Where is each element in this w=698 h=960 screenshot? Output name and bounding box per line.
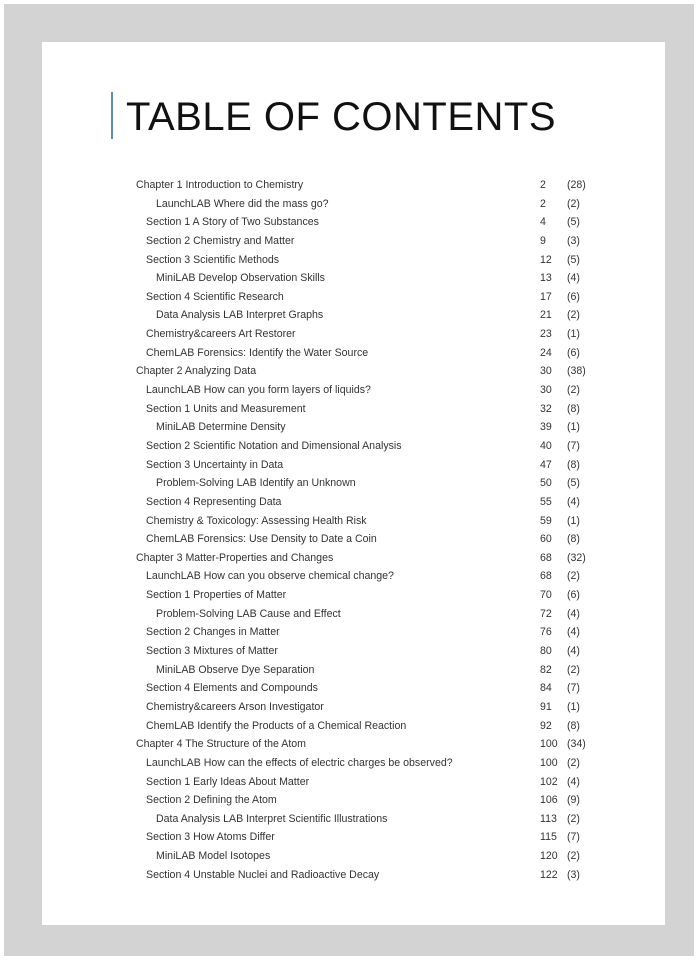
toc-entry-label[interactable]: Section 1 Early Ideas About Matter bbox=[146, 775, 310, 788]
toc-entry-count: (3) bbox=[567, 234, 580, 247]
toc-entry-page: 91 bbox=[540, 700, 552, 713]
toc-entry-count: (5) bbox=[567, 477, 580, 490]
toc-entry-label[interactable]: ChemLAB Forensics: Use Density to Date a Coin bbox=[146, 533, 377, 546]
toc-entry-label[interactable]: Section 3 How Atoms Differ bbox=[146, 831, 275, 844]
toc-entry-label[interactable]: LaunchLAB Where did the mass go? bbox=[156, 197, 329, 210]
toc-entry[interactable] bbox=[42, 493, 665, 512]
toc-entry-count: (1) bbox=[567, 421, 580, 434]
toc-entry-page: 32 bbox=[540, 402, 552, 415]
toc-entry-count: (4) bbox=[567, 626, 580, 639]
toc-entry-page: 4 bbox=[540, 216, 546, 229]
toc-entry-label[interactable]: Section 1 Properties of Matter bbox=[146, 589, 287, 602]
toc-entry-label[interactable]: Section 1 Units and Measurement bbox=[146, 402, 306, 415]
toc-entry-page: 70 bbox=[540, 589, 552, 602]
toc-entry[interactable] bbox=[42, 456, 665, 475]
toc-entry-label[interactable]: Section 4 Unstable Nuclei and Radioactive Decay bbox=[146, 868, 380, 881]
toc-entry-page: 122 bbox=[540, 868, 558, 881]
toc-entry-count: (28) bbox=[567, 179, 586, 191]
toc-entry-page: 39 bbox=[540, 421, 552, 434]
toc-entry-label[interactable]: Section 2 Scientific Notation and Dimensional Analysis bbox=[146, 439, 402, 452]
toc-entry-page: 21 bbox=[540, 309, 552, 322]
toc-entry-label[interactable]: Chemistry&careers Art Restorer bbox=[146, 328, 296, 341]
toc-entry-count: (38) bbox=[567, 365, 586, 378]
toc-entry[interactable] bbox=[42, 623, 665, 642]
toc-entry[interactable] bbox=[42, 828, 665, 847]
toc-entry-label[interactable]: Chemistry & Toxicology: Assessing Health Risk bbox=[146, 514, 367, 527]
toc-entry-label[interactable]: LaunchLAB How can you form layers of liquids? bbox=[146, 384, 371, 397]
toc-entry-page: 2 bbox=[540, 179, 546, 191]
toc-entry-label[interactable]: MiniLAB Model Isotopes bbox=[156, 850, 271, 863]
page-frame bbox=[4, 4, 694, 956]
toc-entry-label[interactable]: Chapter 2 Analyzing Data bbox=[136, 365, 257, 378]
toc-entry-label[interactable]: Section 1 A Story of Two Substances bbox=[146, 216, 319, 229]
toc-entry-label[interactable]: ChemLAB Forensics: Identify the Water Source bbox=[146, 346, 369, 359]
toc-entry-count: (4) bbox=[567, 775, 580, 788]
toc-entry-count: (2) bbox=[567, 850, 580, 863]
toc-entry-label[interactable]: Section 2 Defining the Atom bbox=[146, 794, 277, 807]
toc-entry[interactable] bbox=[42, 791, 665, 810]
toc-entry-label[interactable]: Chapter 3 Matter-Properties and Changes bbox=[136, 551, 334, 564]
toc-entry[interactable] bbox=[42, 269, 665, 288]
toc-entry-count: (4) bbox=[567, 607, 580, 620]
toc-entry-count: (7) bbox=[567, 831, 580, 844]
toc-entry-page: 50 bbox=[540, 477, 552, 490]
toc-entry-page: 30 bbox=[540, 365, 552, 378]
toc-entry-count: (8) bbox=[567, 402, 580, 415]
toc-entry-page: 102 bbox=[540, 775, 558, 788]
toc-entry[interactable] bbox=[42, 605, 665, 624]
toc-entry-page: 120 bbox=[540, 850, 558, 863]
toc-entry[interactable] bbox=[42, 549, 665, 568]
toc-entry-label[interactable]: Section 4 Representing Data bbox=[146, 495, 282, 508]
toc-entry-page: 2 bbox=[540, 197, 546, 210]
toc-entry-count: (32) bbox=[567, 551, 586, 564]
toc-entry[interactable] bbox=[42, 213, 665, 232]
toc-entry[interactable] bbox=[42, 474, 665, 493]
toc-entry-label[interactable]: MiniLAB Determine Density bbox=[156, 421, 286, 434]
toc-entry-label[interactable]: Section 4 Scientific Research bbox=[146, 290, 284, 303]
toc-entry-count: (4) bbox=[567, 272, 580, 285]
toc-entry-page: 68 bbox=[540, 551, 552, 564]
toc-entry-count: (2) bbox=[567, 197, 580, 210]
toc-entry[interactable] bbox=[42, 754, 665, 773]
toc-entry[interactable] bbox=[42, 679, 665, 698]
toc-entry-label[interactable]: Chapter 4 The Structure of the Atom bbox=[136, 738, 306, 751]
toc-entry-page: 68 bbox=[540, 570, 552, 583]
toc-entry[interactable] bbox=[42, 288, 665, 307]
toc-entry-label[interactable]: MiniLAB Observe Dye Separation bbox=[156, 663, 315, 676]
toc-entry[interactable] bbox=[42, 195, 665, 214]
toc-entry[interactable] bbox=[42, 362, 665, 381]
toc-entry[interactable] bbox=[42, 567, 665, 586]
toc-entry-count: (1) bbox=[567, 514, 580, 527]
toc-entry-label[interactable]: Data Analysis LAB Interpret Scientific Illustrations bbox=[156, 812, 388, 825]
toc-entry-page: 80 bbox=[540, 645, 552, 658]
toc-entry-label[interactable]: Section 2 Chemistry and Matter bbox=[146, 234, 295, 247]
toc-entry-page: 47 bbox=[540, 458, 552, 471]
title-accent-bar bbox=[111, 92, 113, 139]
toc-entry[interactable] bbox=[42, 866, 665, 885]
toc-entry[interactable] bbox=[42, 437, 665, 456]
toc-list bbox=[42, 176, 665, 884]
toc-entry-label[interactable]: LaunchLAB How can the effects of electric charges be observed? bbox=[146, 756, 453, 769]
toc-entry[interactable] bbox=[42, 232, 665, 251]
page-title: TABLE OF CONTENTS bbox=[126, 95, 557, 139]
toc-entry-count: (5) bbox=[567, 216, 580, 229]
toc-entry-count: (3) bbox=[567, 868, 580, 881]
toc-entry[interactable] bbox=[42, 810, 665, 829]
toc-entry-count: (2) bbox=[567, 756, 580, 769]
toc-entry-page: 115 bbox=[540, 831, 557, 844]
toc-entry[interactable] bbox=[42, 735, 665, 754]
toc-entry-page: 82 bbox=[540, 663, 552, 676]
toc-entry-count: (2) bbox=[567, 812, 580, 825]
toc-entry-page: 24 bbox=[540, 346, 552, 359]
toc-entry-count: (1) bbox=[567, 700, 580, 713]
toc-entry-page: 23 bbox=[540, 328, 552, 341]
toc-entry[interactable] bbox=[42, 773, 665, 792]
toc-entry[interactable] bbox=[42, 344, 665, 363]
toc-entry-count: (6) bbox=[567, 589, 580, 602]
toc-entry-page: 17 bbox=[540, 290, 552, 303]
toc-entry-page: 100 bbox=[540, 756, 558, 769]
toc-entry[interactable] bbox=[42, 512, 665, 531]
toc-entry-count: (1) bbox=[567, 328, 580, 341]
toc-entry[interactable] bbox=[42, 400, 665, 419]
toc-entry[interactable] bbox=[42, 176, 665, 195]
toc-entry-page: 30 bbox=[540, 384, 552, 397]
toc-entry-count: (8) bbox=[567, 719, 580, 732]
toc-entry-page: 84 bbox=[540, 682, 552, 695]
toc-entry-page: 106 bbox=[540, 794, 558, 807]
toc-entry[interactable] bbox=[42, 530, 665, 549]
toc-entry-page: 9 bbox=[540, 234, 546, 247]
toc-entry[interactable] bbox=[42, 251, 665, 270]
toc-entry-count: (2) bbox=[567, 663, 580, 676]
toc-entry[interactable] bbox=[42, 381, 665, 400]
toc-entry-label[interactable]: Section 4 Elements and Compounds bbox=[146, 682, 318, 695]
toc-entry-label[interactable]: LaunchLAB How can you observe chemical change? bbox=[146, 570, 394, 583]
toc-entry-label[interactable]: Data Analysis LAB Interpret Graphs bbox=[156, 309, 324, 322]
toc-entry-page: 72 bbox=[540, 607, 552, 620]
toc-entry-label[interactable]: Section 3 Mixtures of Matter bbox=[146, 645, 278, 658]
toc-entry-count: (4) bbox=[567, 645, 580, 658]
toc-entry-page: 100 bbox=[540, 738, 558, 751]
toc-entry[interactable] bbox=[42, 698, 665, 717]
toc-entry-label[interactable]: Section 3 Scientific Methods bbox=[146, 253, 280, 266]
toc-entry-label[interactable]: MiniLAB Develop Observation Skills bbox=[156, 272, 325, 285]
toc-entry-count: (5) bbox=[567, 253, 580, 266]
toc-entry[interactable] bbox=[42, 717, 665, 736]
toc-entry-page: 60 bbox=[540, 533, 552, 546]
toc-entry-count: (7) bbox=[567, 439, 580, 452]
toc-entry-count: (6) bbox=[567, 290, 580, 303]
toc-entry-count: (2) bbox=[567, 309, 580, 322]
toc-entry-page: 92 bbox=[540, 719, 552, 732]
toc-entry[interactable] bbox=[42, 418, 665, 437]
toc-entry[interactable] bbox=[42, 306, 665, 325]
toc-entry-page: 12 bbox=[540, 253, 552, 266]
toc-entry-label[interactable]: Chemistry&careers Arson Investigator bbox=[146, 700, 324, 713]
toc-entry[interactable] bbox=[42, 325, 665, 344]
toc-entry-label[interactable]: Problem-Solving LAB Identify an Unknown bbox=[156, 477, 356, 490]
toc-entry[interactable] bbox=[42, 642, 665, 661]
toc-entry[interactable] bbox=[42, 661, 665, 680]
toc-entry-count: (34) bbox=[567, 738, 586, 751]
toc-entry-label[interactable]: Problem-Solving LAB Cause and Effect bbox=[156, 607, 341, 620]
toc-entry-page: 13 bbox=[540, 272, 552, 285]
toc-entry-label[interactable]: Section 2 Changes in Matter bbox=[146, 626, 280, 639]
toc-entry-label[interactable]: Chapter 1 Introduction to Chemistry bbox=[136, 179, 304, 191]
toc-entry-count: (4) bbox=[567, 495, 580, 508]
toc-entry[interactable] bbox=[42, 847, 665, 866]
toc-entry[interactable] bbox=[42, 586, 665, 605]
toc-entry-page: 59 bbox=[540, 514, 552, 527]
toc-entry-count: (8) bbox=[567, 458, 580, 471]
toc-entry-page: 55 bbox=[540, 495, 552, 508]
toc-entry-label[interactable]: Section 3 Uncertainty in Data bbox=[146, 458, 284, 471]
toc-entry-count: (6) bbox=[567, 346, 580, 359]
toc-entry-count: (7) bbox=[567, 682, 580, 695]
toc-entry-page: 113 bbox=[540, 812, 557, 825]
toc-entry-count: (2) bbox=[567, 570, 580, 583]
toc-entry-page: 76 bbox=[540, 626, 552, 639]
toc-entry-count: (2) bbox=[567, 384, 580, 397]
toc-entry-count: (8) bbox=[567, 533, 580, 546]
toc-entry-page: 40 bbox=[540, 439, 552, 452]
toc-entry-count: (9) bbox=[567, 794, 580, 807]
document-page bbox=[42, 42, 665, 925]
toc-entry-label[interactable]: ChemLAB Identify the Products of a Chemical Reaction bbox=[146, 719, 407, 732]
